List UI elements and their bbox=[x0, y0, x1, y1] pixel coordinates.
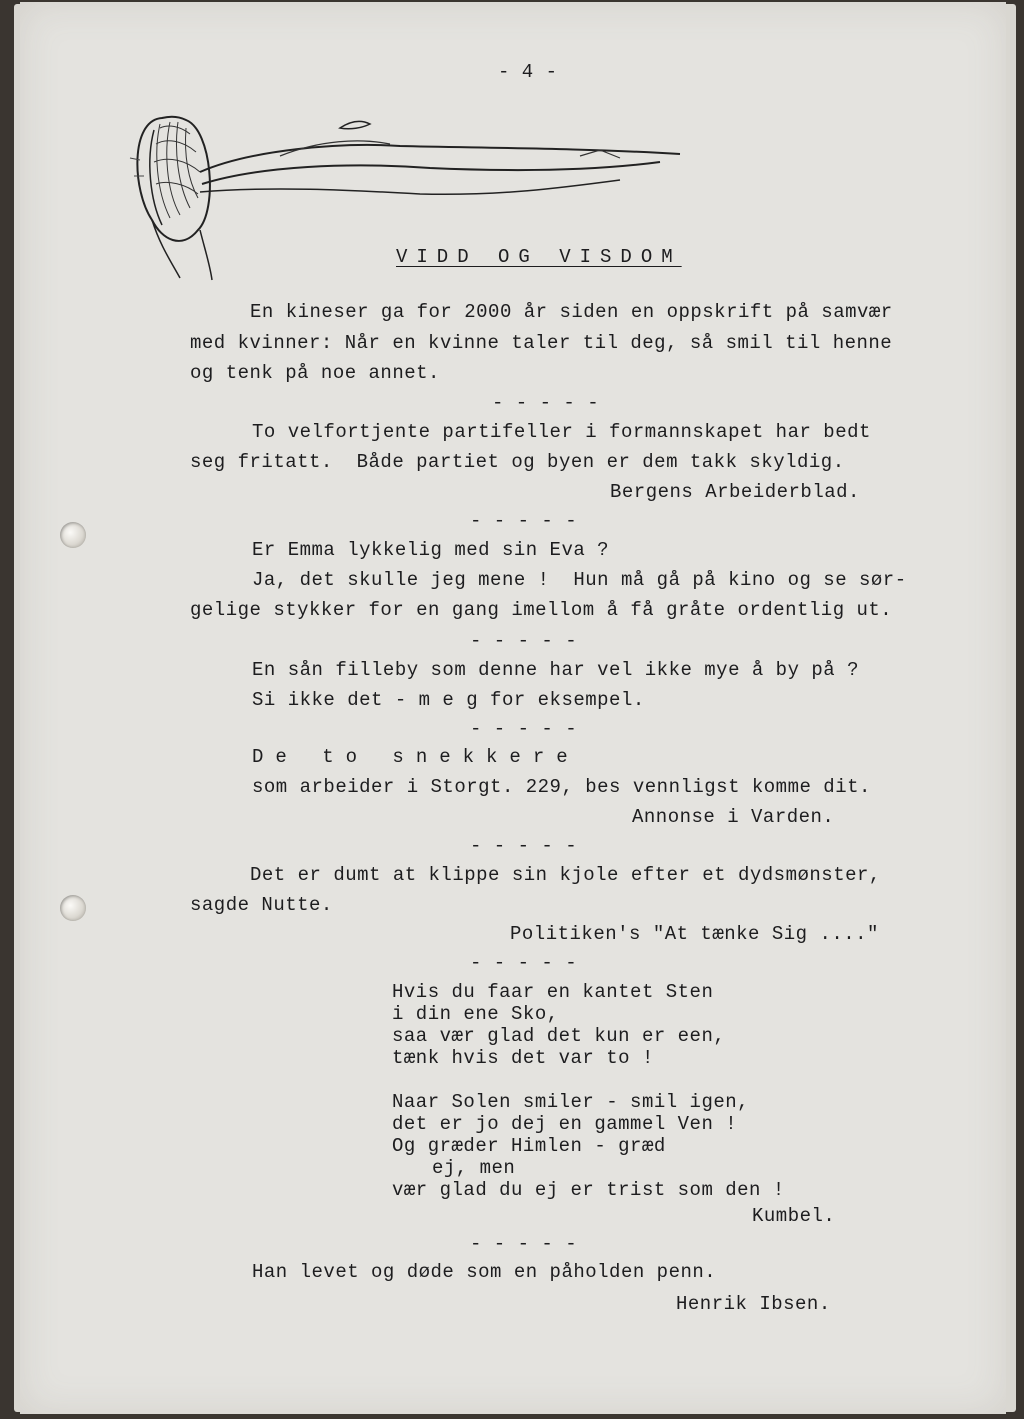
item-3-line-3: gelige stykker for en gang imellom å få gråte ordentlig ut. bbox=[190, 599, 893, 621]
poem-line-1: Hvis du faar en kantet Sten bbox=[392, 981, 714, 1003]
item-6-line-2: sagde Nutte. bbox=[190, 894, 333, 916]
item-2-line-2: seg fritatt. Både partiet og byen er dem takk skyldig. bbox=[190, 451, 845, 473]
item-5-line-1: De to snekkere bbox=[252, 746, 580, 768]
item-6-source: Politiken's "At tænke Sig ...." bbox=[510, 923, 879, 945]
separator: - - - - - bbox=[470, 510, 578, 532]
separator: - - - - - bbox=[470, 835, 578, 857]
punch-hole-icon bbox=[60, 522, 86, 548]
item-3-line-1: Er Emma lykkelig med sin Eva ? bbox=[252, 539, 610, 561]
punch-hole-icon bbox=[60, 895, 86, 921]
page-title: VIDD OG VISDOM bbox=[396, 246, 682, 268]
poem-line-4: tænk hvis det var to ! bbox=[392, 1047, 654, 1069]
poem-line-6: det er jo dej en gammel Ven ! bbox=[392, 1113, 738, 1135]
item-8-line-1: Han levet og døde som en påholden penn. bbox=[252, 1261, 717, 1283]
poem-line-2: i din ene Sko, bbox=[392, 1003, 559, 1025]
separator: - - - - - bbox=[470, 630, 578, 652]
item-5-line-2: som arbeider i Storgt. 229, bes vennligst komme dit. bbox=[252, 776, 871, 798]
poem-line-7: Og græder Himlen - græd bbox=[392, 1135, 666, 1157]
item-1-line-1: En kineser ga for 2000 år siden en oppskrift på samvær bbox=[250, 301, 893, 323]
document-page bbox=[20, 2, 1006, 1414]
separator: - - - - - bbox=[492, 392, 600, 414]
poem-line-5: Naar Solen smiler - smil igen, bbox=[392, 1091, 750, 1113]
item-3-line-2: Ja, det skulle jeg mene ! Hun må gå på kino og se sør- bbox=[252, 569, 907, 591]
item-2-line-1: To velfortjente partifeller i formannskapet har bedt bbox=[252, 421, 871, 443]
page-number: - 4 - bbox=[498, 61, 558, 83]
poem-line-8: ej, men bbox=[432, 1157, 516, 1179]
item-8-source: Henrik Ibsen. bbox=[676, 1293, 831, 1315]
item-6-line-1: Det er dumt at klippe sin kjole efter et dydsmønster, bbox=[250, 864, 881, 886]
item-4-line-1: En sån filleby som denne har vel ikke mye å by på ? bbox=[252, 659, 859, 681]
poem-line-3: saa vær glad det kun er een, bbox=[392, 1025, 726, 1047]
separator: - - - - - bbox=[470, 952, 578, 974]
item-1-line-2: med kvinner: Når en kvinne taler til deg, så smil til henne bbox=[190, 332, 893, 354]
poem-source: Kumbel. bbox=[752, 1205, 836, 1227]
item-4-line-2: Si ikke det - m e g for eksempel. bbox=[252, 689, 645, 711]
item-2-source: Bergens Arbeiderblad. bbox=[610, 481, 860, 503]
item-1-line-3: og tenk på noe annet. bbox=[190, 362, 440, 384]
separator: - - - - - bbox=[470, 718, 578, 740]
separator: - - - - - bbox=[470, 1233, 578, 1255]
item-5-source: Annonse i Varden. bbox=[632, 806, 835, 828]
poem-line-9: vær glad du ej er trist som den ! bbox=[392, 1179, 785, 1201]
